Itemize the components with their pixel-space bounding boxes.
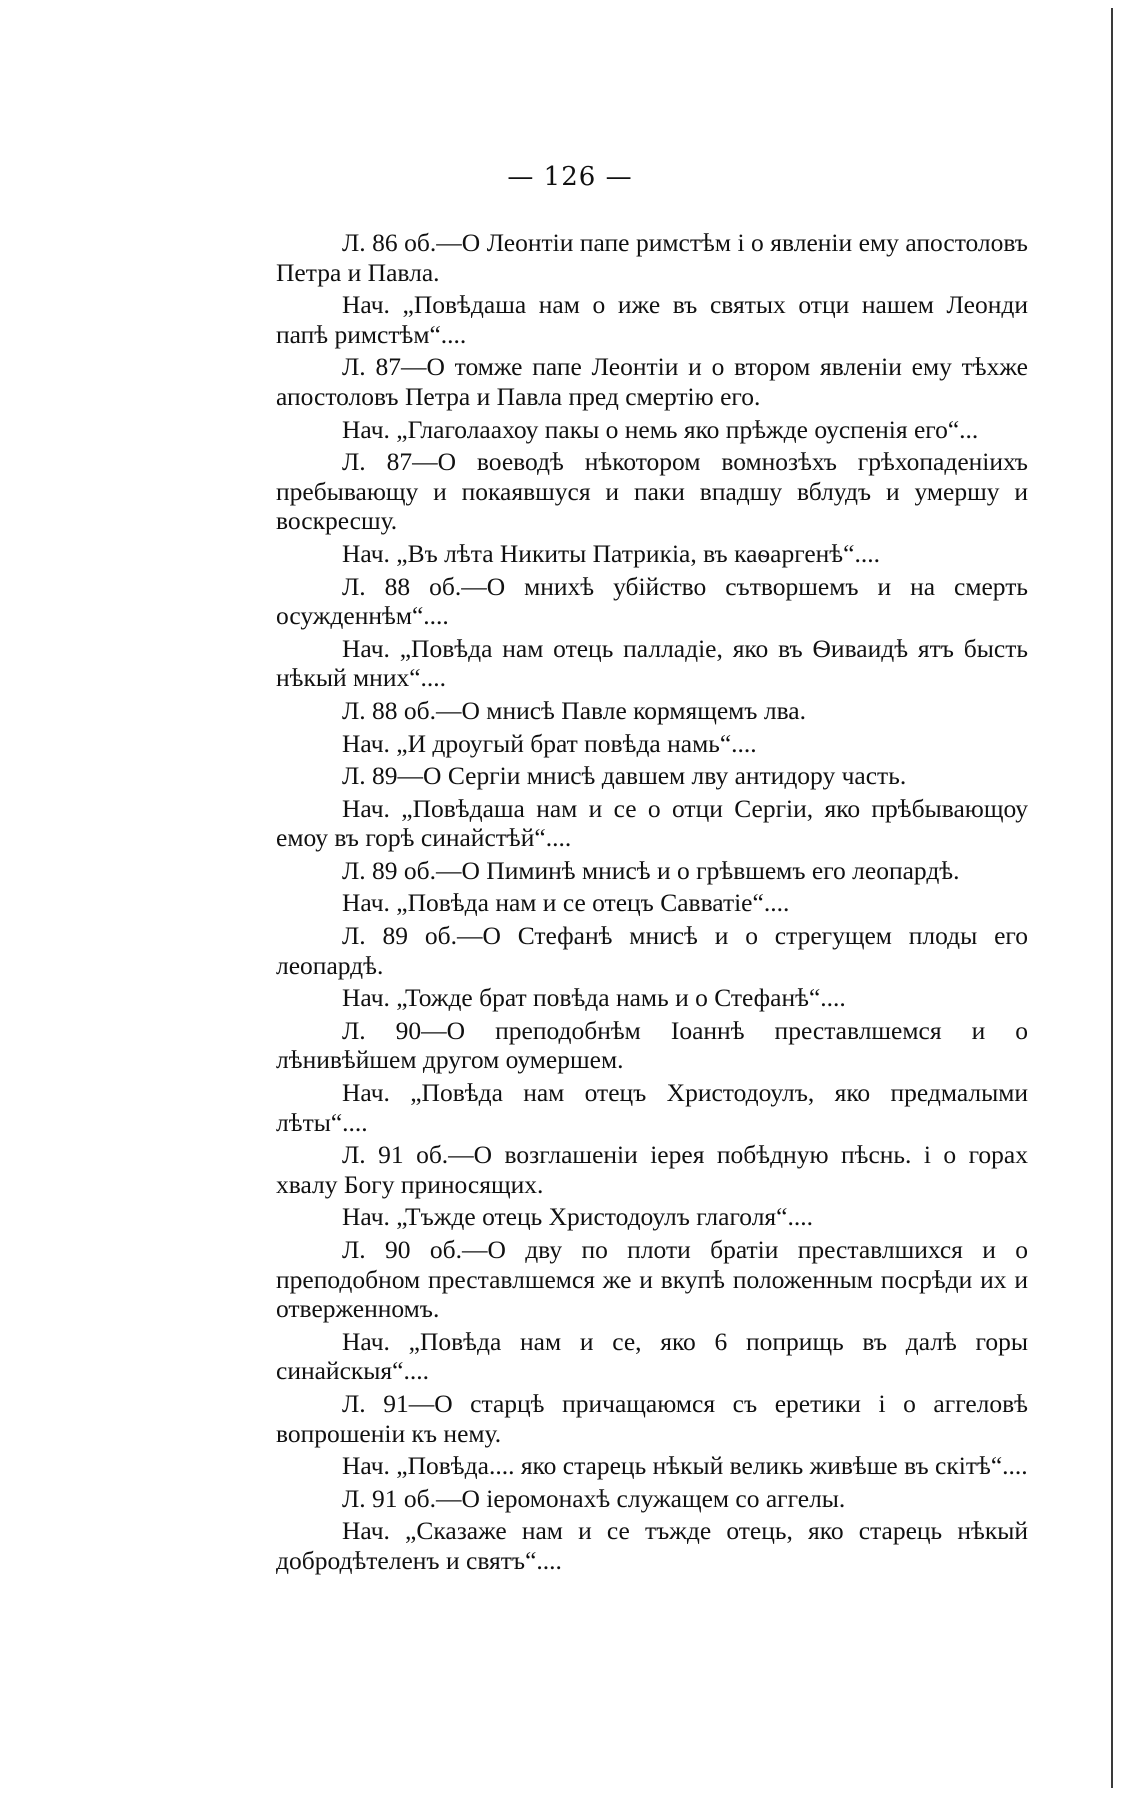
paragraph: Нач. „Повѣда нам и се отецъ Савватіе“.... — [342, 888, 790, 918]
paragraph: Нач. „Повѣда нам отець палладіе, яко въ Ѳиваидѣ ятъ бысть нѣкый мних“.... — [276, 633, 1028, 693]
paragraph: Нач. „Повѣда нам отецъ Христодоулъ, яко предмалыми лѣты“.... — [276, 1078, 1028, 1137]
paragraph: Нач. „Повѣда нам и се, яко 6 поприщь въ далѣ горы синайскыя“.... — [276, 1326, 1028, 1386]
paragraph: Нач. „Тожде брат повѣда намь и о Стефанѣ“.... — [342, 983, 846, 1013]
paragraph: Л. 91—О старцѣ причащаюмся съ еретики і о аггеловѣ вопрошеніи къ нему. — [276, 1388, 1028, 1448]
paragraph: Л. 88 об.—О мнихѣ убійство сътворшемъ и на смерть осужденнѣм“.... — [276, 571, 1028, 631]
paragraph: Л. 91 об.—О іеромонахѣ служащем со аггелы. — [342, 1483, 846, 1513]
paragraph: Нач. „Глаголаахоу пакы о немь яко прѣжде оуспенія его“... — [342, 414, 979, 444]
paragraph: Л. 89 об.—О Пиминѣ мнисѣ и о грѣвшемъ его леопардѣ. — [342, 855, 960, 885]
paragraph: Л. 89—О Сергіи мнисѣ давшем лву антидору часть. — [342, 761, 907, 791]
paragraph: Нач. „Въ лѣта Никиты Патрикіа, въ каѳаргенѣ“.... — [342, 538, 880, 568]
page-edge-line — [1111, 8, 1113, 1788]
paragraph: Л. 88 об.—О мнисѣ Павле кормящемъ лва. — [342, 695, 806, 725]
paragraph: Л. 90—О преподобнѣм Іоаннѣ преставлшемся и о лѣнивѣйшем другом оумершем. — [276, 1015, 1028, 1075]
paragraph: Л. 86 об.—О Леонтіи папе римстѣм і о явленіи ему апостоловъ Петра и Павла. — [276, 228, 1028, 287]
paragraph: Нач. „Тъжде отець Христодоулъ глаголя“.... — [342, 1202, 813, 1232]
paragraph: Л. 90 об.—О дву по плоти братіи преставлшихся и о преподобном преставлшемся же и вкупѣ положенным посрѣди их и отверженномъ. — [276, 1235, 1028, 1324]
paragraph: Нач. „И дроугый брат повѣда намь“.... — [342, 728, 757, 758]
paragraph: Л. 87—О воеводѣ нѣкотором вомнозѣхъ грѣхопаденіихъ пребывающу и покаявшуся и паки впадшу вблудъ и умершу и воскресшу. — [276, 447, 1028, 536]
page-number: — 126 — — [507, 162, 633, 192]
paragraph: Нач. „Повѣдаша нам и се о отци Сергіи, яко прѣбывающоу емоу въ горѣ синайстѣй“.... — [276, 793, 1028, 853]
paragraph: Нач. „Сказаже нам и се тъжде отець, яко старець нѣкый добродѣтеленъ и святъ“.... — [276, 1516, 1028, 1575]
paragraph: Л. 91 об.—О возглашеніи іерея побѣдную пѣснь. і о горах хвалу Богу приносящих. — [276, 1140, 1028, 1199]
paragraph: Л. 89 об.—О Стефанѣ мнисѣ и о стрегущем плоды его леопардѣ. — [276, 921, 1028, 980]
paragraph: Нач. „Повѣдаша нам о иже въ святых отци нашем Леонди папѣ римстѣм“.... — [276, 290, 1028, 349]
text-body — [276, 228, 1028, 1579]
paragraph: Нач. „Повѣда.... яко старець нѣкый великь живѣше въ скітѣ“.... — [342, 1451, 1028, 1481]
paragraph: Л. 87—О томже папе Леонтіи и о втором явленіи ему тѣхже апостоловъ Петра и Павла пред смертію его. — [276, 352, 1028, 411]
